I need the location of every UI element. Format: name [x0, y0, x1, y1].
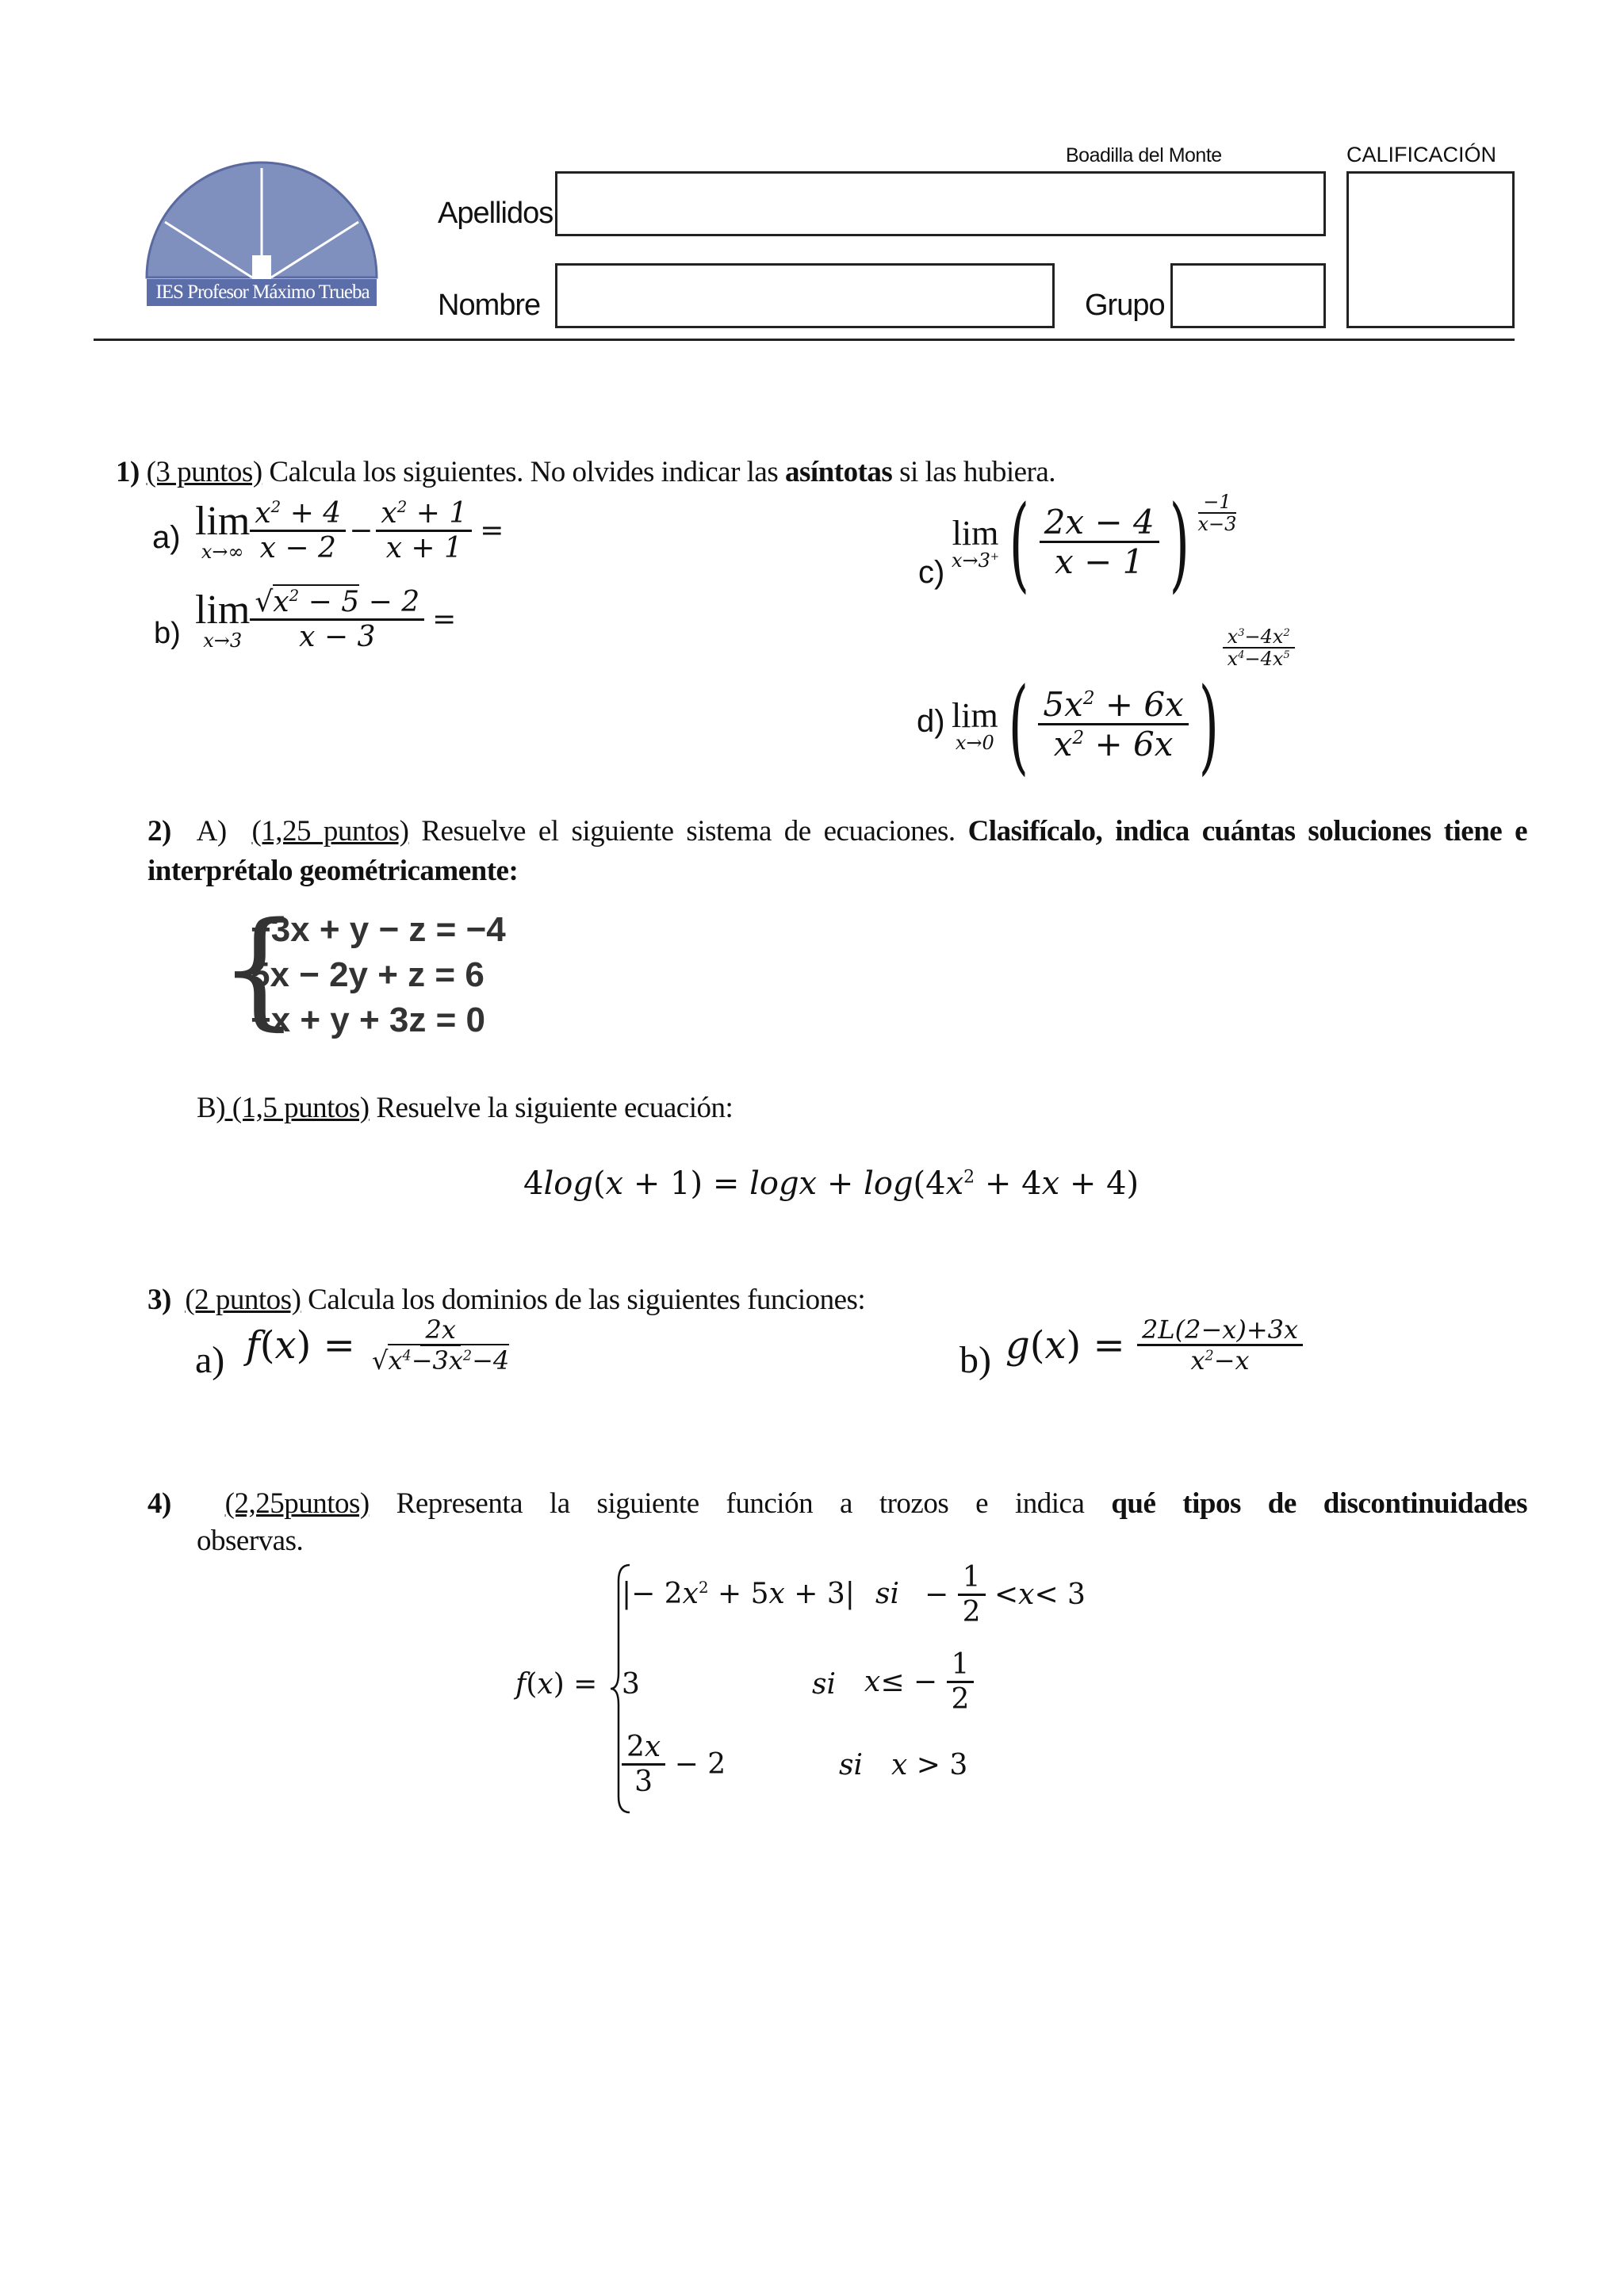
- q1-statement: 1) (3 puntos) Calcula los siguientes. No olvides indicar las asíntotas si las hubiera.: [116, 456, 1056, 488]
- q2b-statement: B) (1,5 puntos) Resuelve la siguiente ecuación:: [197, 1092, 733, 1124]
- q3a-expression: f ( x ) = $\frac{2x}{√x^4-3x^2-4}$: [246, 1314, 510, 1376]
- name-label: Nombre: [438, 289, 541, 322]
- header-divider: [94, 339, 1515, 341]
- q4-statement-end: observas.: [197, 1525, 304, 1557]
- q3b-label: b): [959, 1339, 991, 1381]
- school-name: IES Profesor Máximo Trueba: [155, 281, 370, 303]
- q1b-label: b): [154, 617, 181, 650]
- q1a-expression: lim x→∞ $\frac{x^2 + 4}{x - 2}$ − $\frac{x^2 + 1}{x + 1}$ =: [195, 497, 504, 564]
- q3-statement: 3) (2 puntos) Calcula los dominios de las siguientes funciones:: [147, 1284, 866, 1316]
- q4-statement: 4) (2,25puntos) Represent​a la siguiente función a trozos e indica qué tipos de discontinuidades: [147, 1487, 1527, 1520]
- q2-system-brace: {: [219, 894, 300, 1043]
- location-label: Boadilla del Monte: [1066, 144, 1222, 166]
- grade-box: [1346, 171, 1515, 328]
- surname-field[interactable]: [555, 171, 1326, 236]
- q1a-label: a): [152, 520, 181, 555]
- q2-system: [251, 907, 506, 1043]
- surname-label: Apellidos: [438, 197, 553, 230]
- q3b-expression: g ( x ) = $\frac{2L(2-x)+3x}{x^2-x}$: [1005, 1316, 1303, 1376]
- q4-piecewise: f(x) = |− $2x^2 + 5x + 3|$ si − $\frac{1}{2}$ < x < 3 3 si x ≤ − $\frac{1}{2}$ $\frac{2x}{3}$ − 2 si x > 3: [515, 1562, 1150, 1816]
- name-field[interactable]: [555, 263, 1055, 328]
- q1b-expression: lim x→3 $\frac{√x^2 - 5 - 2}{x - 3}$ =: [195, 586, 457, 653]
- group-field[interactable]: [1170, 263, 1326, 328]
- q1c-label: c): [918, 555, 945, 590]
- q2-equation-1: −3x + y − z = −4: [251, 910, 506, 949]
- school-logo: [143, 151, 381, 317]
- q1d-expression: lim x→0 ( $\frac{5x^2 + 6x}{x^2 + 6x}$ ) $\frac{x^3-4x^2}{x^4-4x^5}$: [952, 626, 1295, 777]
- q1d-label: d): [917, 704, 945, 739]
- q3a-label: a): [195, 1339, 225, 1381]
- q1c-expression: lim x→3+ ( $\frac{2x - 4}{x - 1}$ ) $\frac{-1}{x-3}$: [952, 483, 1237, 603]
- q2-statement: 2) A) (1,25 puntos) Resuelve el siguiente sistema de ecuaciones. Clasifícalo, indica cuántas soluciones tiene e interprétalo geométricamente:: [147, 815, 1528, 887]
- q2b-equation: $4\log(x + 1) = \log x + \log(4x^2 + 4x + 4)$: [523, 1165, 1139, 1202]
- group-label: Grupo: [1085, 289, 1165, 322]
- q2-equation-2: 5x − 2y + z = 6: [251, 955, 485, 994]
- grade-label: CALIFICACIÓN: [1346, 143, 1497, 166]
- q2-equation-3: −x + y + 3z = 0: [251, 1001, 486, 1039]
